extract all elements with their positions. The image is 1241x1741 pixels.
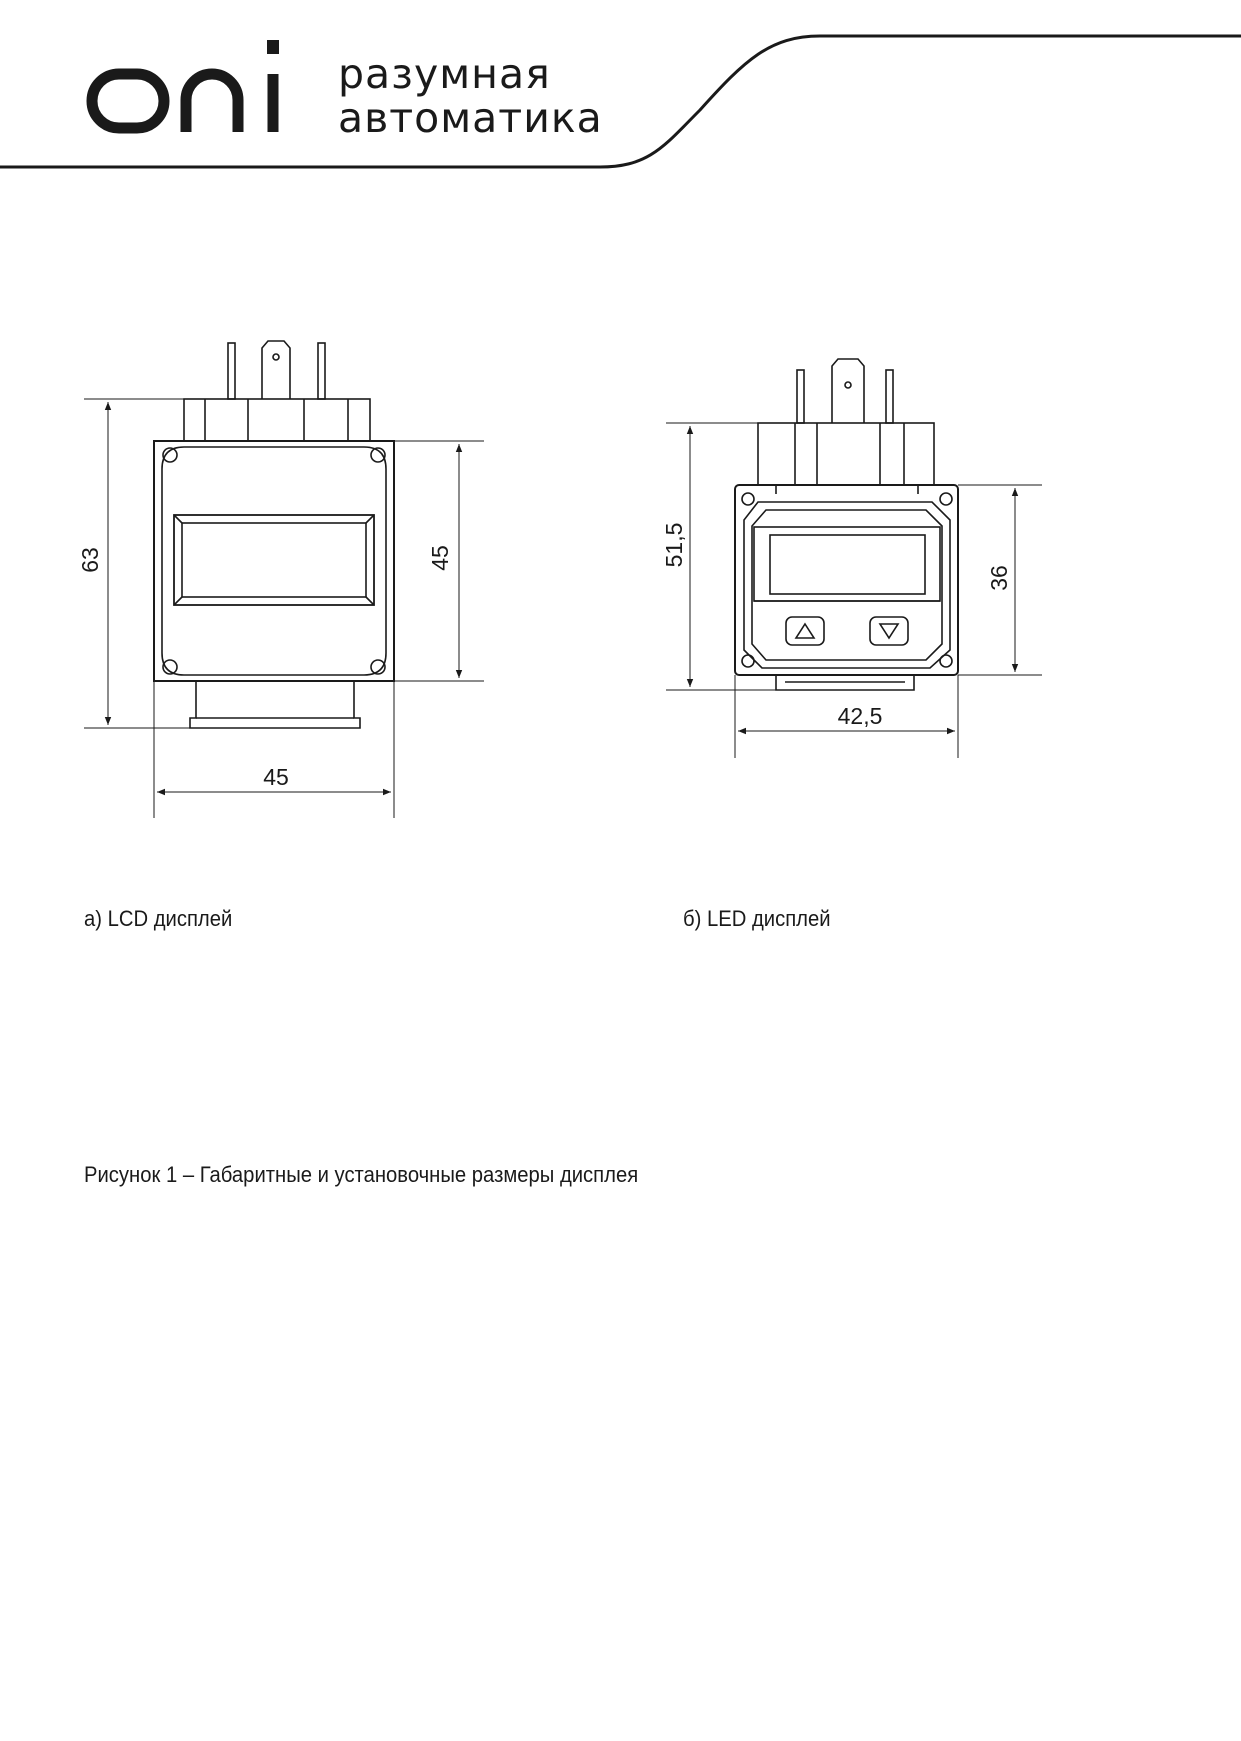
figure-caption: Рисунок 1 – Габаритные и установочные размеры дисплея (84, 1162, 639, 1187)
led-dim-body-height: 36 (986, 565, 1012, 591)
down-arrow-icon (880, 624, 898, 638)
lcd-dim-body-height: 45 (427, 545, 453, 571)
lcd-dim-width: 45 (263, 764, 289, 790)
led-dim-width: 42,5 (837, 703, 883, 729)
lcd-dimension-lines (84, 399, 484, 818)
tagline-line-2: автоматика (338, 94, 603, 142)
led-device-drawing (735, 359, 958, 675)
lcd-dim-total-height: 63 (77, 547, 103, 573)
led-dim-total-height: 51,5 (661, 522, 687, 568)
lcd-caption: а) LCD дисплей (84, 906, 233, 931)
tagline-line-1: разумная (338, 50, 551, 98)
led-bottom-neck (776, 675, 914, 690)
lcd-device-drawing (154, 341, 394, 728)
up-arrow-icon (796, 624, 814, 638)
led-caption: б) LED дисплей (683, 906, 831, 931)
